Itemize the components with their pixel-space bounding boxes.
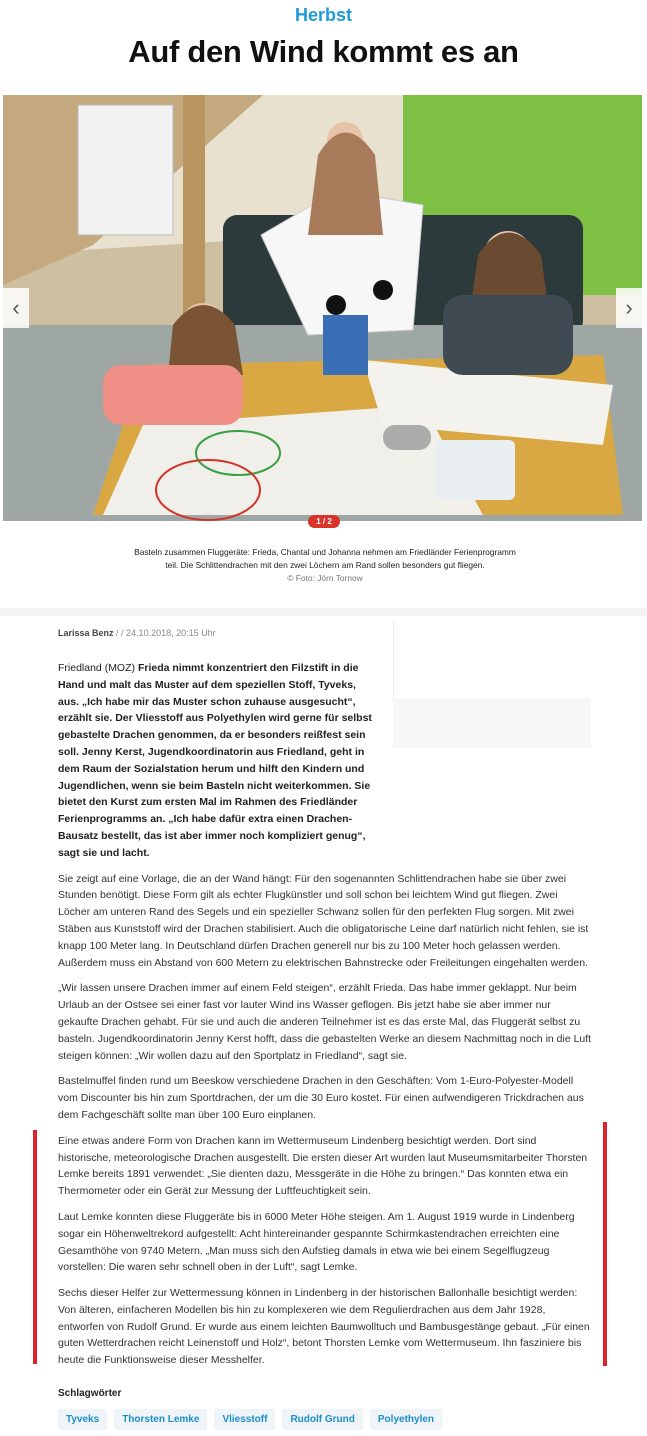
tag-link[interactable]: Polyethylen <box>370 1409 442 1430</box>
tag-link[interactable]: Tyveks <box>58 1409 107 1430</box>
article-body <box>58 660 592 1378</box>
tag-link[interactable]: Vliesstoff <box>214 1409 275 1430</box>
photo-credit: © Foto: Jörn Tornow <box>287 573 363 583</box>
gallery-counter: 1 / 2 <box>308 515 340 528</box>
caption-text: Basteln zusammen Fluggeräte: Frieda, Chantal und Johanna nehmen am Friedländer Ferienprogramm teil. Die Schlittendrachen mit den zwei Löchern am Rand sollen besonders gut fliegen. <box>134 547 516 570</box>
highlight-marker-right <box>603 1122 607 1366</box>
publish-date: 24.10.2018, 20:15 Uhr <box>126 628 216 638</box>
article-photo[interactable] <box>3 95 642 521</box>
highlight-marker-left <box>33 1130 37 1364</box>
article-paragraph: Bastelmuffel finden rund um Beeskow verschiedene Drachen in den Geschäften: Vom 1-Euro-Polyester-Modell vom Discounter bis hin zum Sportdrachen, der um die 30 Euro kostet. Für einen aufwendigeren Trickdrachen aus dem Fachgeschäft sollte man über 100 Euro einplanen. <box>58 1075 584 1121</box>
photo-illustration <box>3 95 642 521</box>
article-paragraph: Sechs dieser Helfer zur Wettermessung können in Lindenberg in der historischen Ballonhalle besichtigt werden: Von älteren, einfacheren Modellen bis hin zu komplexeren wie dem Regulierdrachen aus dem Jahr 1928, entworfen von Rudolf Grund. Er wurde aus einem leichten Baumwolltuch und Bambusgestänge gebaut. „Für einen guten Wetterdrachen reicht Leinenstoff und Holz“, betont Thorsten Lemke vom Wettermuseum. Ihn fasziniere bis heute die Funktionsweise dieser Messhelfer. <box>58 1287 590 1367</box>
article-paragraph: Sie zeigt auf eine Vorlage, die an der Wand hängt: Für den sogenannten Schlittendrachen habe sie über zwei Stunden benötigt. Diese Form gilt als echter Flugkünstler und soll schon bei leichtem Wind gut fliegen. Zwei Löcher am unteren Rand des Segels und ein spezieller Schwanz sollen für den perfekten Flug sorgen. Mit zwei Stäben aus Kunststoff wird der Drachen stabilisiert. Auch die obligatorische Leine darf natürlich nicht fehlen, sie ist knapp 100 Meter lang. In Deutschland dürfen Drachen generell nur bis zu 100 Meter hoch gelassen werden. Außerdem muss ein Abstand von 600 Metern zu elektrischen Bahnstrecke oder Freileitungen eingehalten werden. <box>58 872 589 969</box>
article-paragraph: „Wir lassen unsere Drachen immer auf einem Feld steigen“, erzählt Frieda. Das habe immer geklappt. Nur beim Urlaub an der Ostsee sei einer fast vor lauter Wind ins Wasser geflogen. Bis jetzt habe sie aber immer nur gekaufte Drachen gehabt. Für sie und auch die anderen Teilnehmer ist es das erste Mal, das Fluggerät selbst zu basteln. Jugendkoordinatorin Jenny Kerst hofft, dass die gebastelten Werke an diesem Nachmittag noch in die Luft steigen können: „Wir wollen dazu auf den Sportplatz in Friedland“, sagt sie. <box>58 982 592 1062</box>
tag-list <box>58 1409 442 1430</box>
article-headline: Auf den Wind kommt es an <box>128 34 519 69</box>
section-divider <box>0 608 647 616</box>
article-lead <box>58 660 373 862</box>
chevron-right-icon: › <box>625 295 633 320</box>
photo-caption <box>130 546 520 585</box>
chevron-left-icon: ‹ <box>12 295 20 320</box>
dateline: Friedland (MOZ) <box>58 662 138 674</box>
byline <box>58 628 216 638</box>
tag-link[interactable]: Rudolf Grund <box>282 1409 362 1430</box>
byline-separator: / / <box>113 628 127 638</box>
gallery-prev-button[interactable] <box>3 288 29 328</box>
article-kicker: Herbst <box>294 5 352 25</box>
gallery-next-button[interactable] <box>616 288 642 328</box>
tag-link[interactable]: Thorsten Lemke <box>114 1409 207 1430</box>
author-name[interactable]: Larissa Benz <box>58 628 114 638</box>
lead-text: Frieda nimmt konzentriert den Filzstift in die Hand und malt das Muster auf dem speziellen Stoff, Tyveks, aus. „Ich habe mir das Muster schon zuhause ausgesucht“, erzählt sie. Der Vliesstoff aus Polyethylen wird gerne für selbst gebastelte Drachen genommen, da er besonders reißfest sein soll. Jenny Kerst, Jugendkoordinatorin aus Friedland, geht in dem Raum der Sozialstation herum und hilft den Kindern und Jugendlichen, wenn sie beim Basteln nicht weiterkommen. Sie bietet den Kurst zum ersten Mal im Rahmen des Friedländer Ferienprogramms an. „Ich habe dafür extra einen Drachen-Bausatz bestellt, das ist aber immer noch kompliziert genug“, sagt sie und lacht. <box>58 662 372 859</box>
tags-heading: Schlagwörter <box>58 1388 122 1399</box>
article-paragraph: Laut Lemke konnten diese Fluggeräte bis in 6000 Meter Höhe steigen. Am 1. August 1919 wurde in Lindenberg sogar ein Höhenweltrekord aufgestellt: Acht hintereinander gespannte Schirmkastendrachen erreichten eine Gesamthöhe von 9740 Metern. „Man muss sich den Aufstieg damals in etwa wie bei einem Segelflugzeug vorstellen: Die waren sehr schnell oben in der Luft“, sagt Lemke. <box>58 1210 575 1274</box>
article-paragraph: Eine etwas andere Form von Drachen kann im Wettermuseum Lindenberg besichtigt werden. Dort sind historische, meteorologische Drachen ausgestellt. Die ersten dieser Art wurden laut Museumsmitarbeiter Thorsten Lemke bereits 1891 verwendet: „Sie dienten dazu, Messgeräte in die Höhe zu bringen.“ Das konnten etwa ein Thermometer oder ein Gerät zur Messung der Luftfeuchtigkeit sein. <box>58 1134 588 1198</box>
